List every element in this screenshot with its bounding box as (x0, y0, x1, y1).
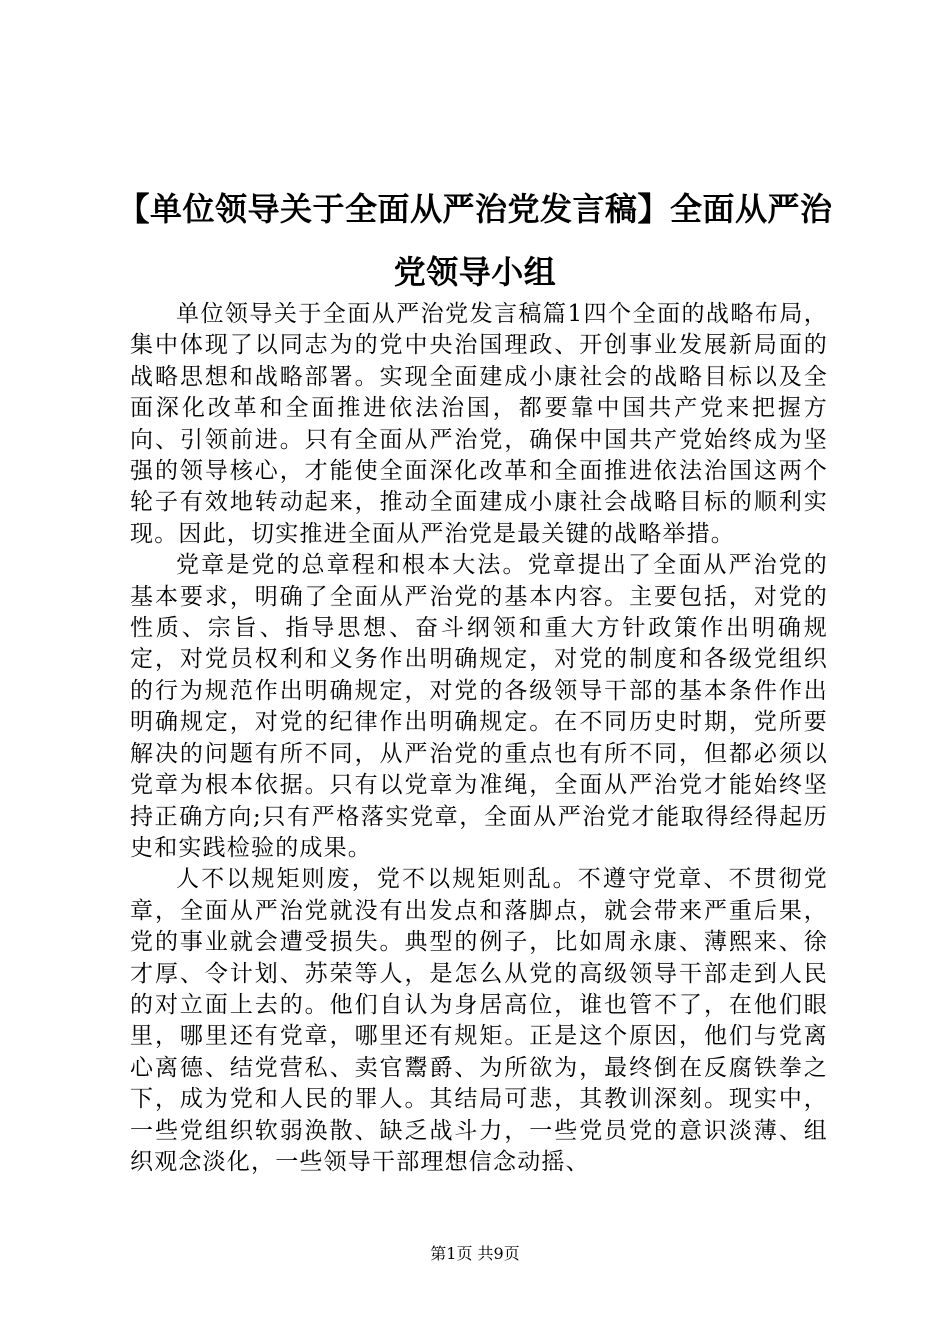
paragraph-2: 党章是党的总章程和根本大法。党章提出了全面从严治党的基本要求，明确了全面从严治党的基本内容。主要包括，对党的性质、宗旨、指导思想、奋斗纲领和重大方针政策作出明确规定，对党员权利和义务作出明确规定，对党的制度和各级党组织的行为规范作出明确规定，对党的各级领导干部的基本条件作出明确规定，对党的纪律作出明确规定。在不同历史时期，党所要解决的问题有所不同，从严治党的重点也有所不同，但都必须以党章为根本依据。只有以党章为准绳，全面从严治党才能始终坚持正确方向;只有严格落实党章，全面从严治党才能取得经得起历史和实践检验的成果。 (130, 552, 828, 861)
document-body (130, 299, 828, 1178)
paragraph-1: 单位领导关于全面从严治党发言稿篇1四个全面的战略布局，集中体现了以同志为的党中央治国理政、开创事业发展新局面的战略思想和战略部署。实现全面建成小康社会的战略目标以及全面深化改革和全面推进依法治国，都要靠中国共产党来把握方向、引领前进。只有全面从严治党，确保中国共产党始终成为坚强的领导核心，才能使全面深化改革和全面推进依法治国这两个轮子有效地转动起来，推动全面建成小康社会战略目标的顺利实现。因此，切实推进全面从严治党是最关键的战略举措。 (130, 301, 828, 547)
document-title: 【单位领导关于全面从严治党发言稿】全面从严治党领导小组 (117, 190, 833, 291)
page-number-footer: 第1页 共9页 (430, 1244, 520, 1263)
paragraph-3: 人不以规矩则废，党不以规矩则乱。不遵守党章、不贯彻党章，全面从严治党就没有出发点和落脚点，就会带来严重后果，党的事业就会遭受损失。典型的例子，比如周永康、薄熙来、徐才厚、令计划、苏荣等人，是怎么从党的高级领导干部走到人民的对立面上去的。他们自认为身居高位，谁也管不了，在他们眼里，哪里还有党章，哪里还有规矩。正是这个原因，他们与党离心离德、结党营私、卖官鬻爵、为所欲为，最终倒在反腐铁拳之下，成为党和人民的罪人。其结局可悲，其教训深刻。现实中，一些党组织软弱涣散、缺乏战斗力，一些党员党的意识淡薄、组织观念淡化，一些领导干部理想信念动摇、 (130, 866, 828, 1175)
